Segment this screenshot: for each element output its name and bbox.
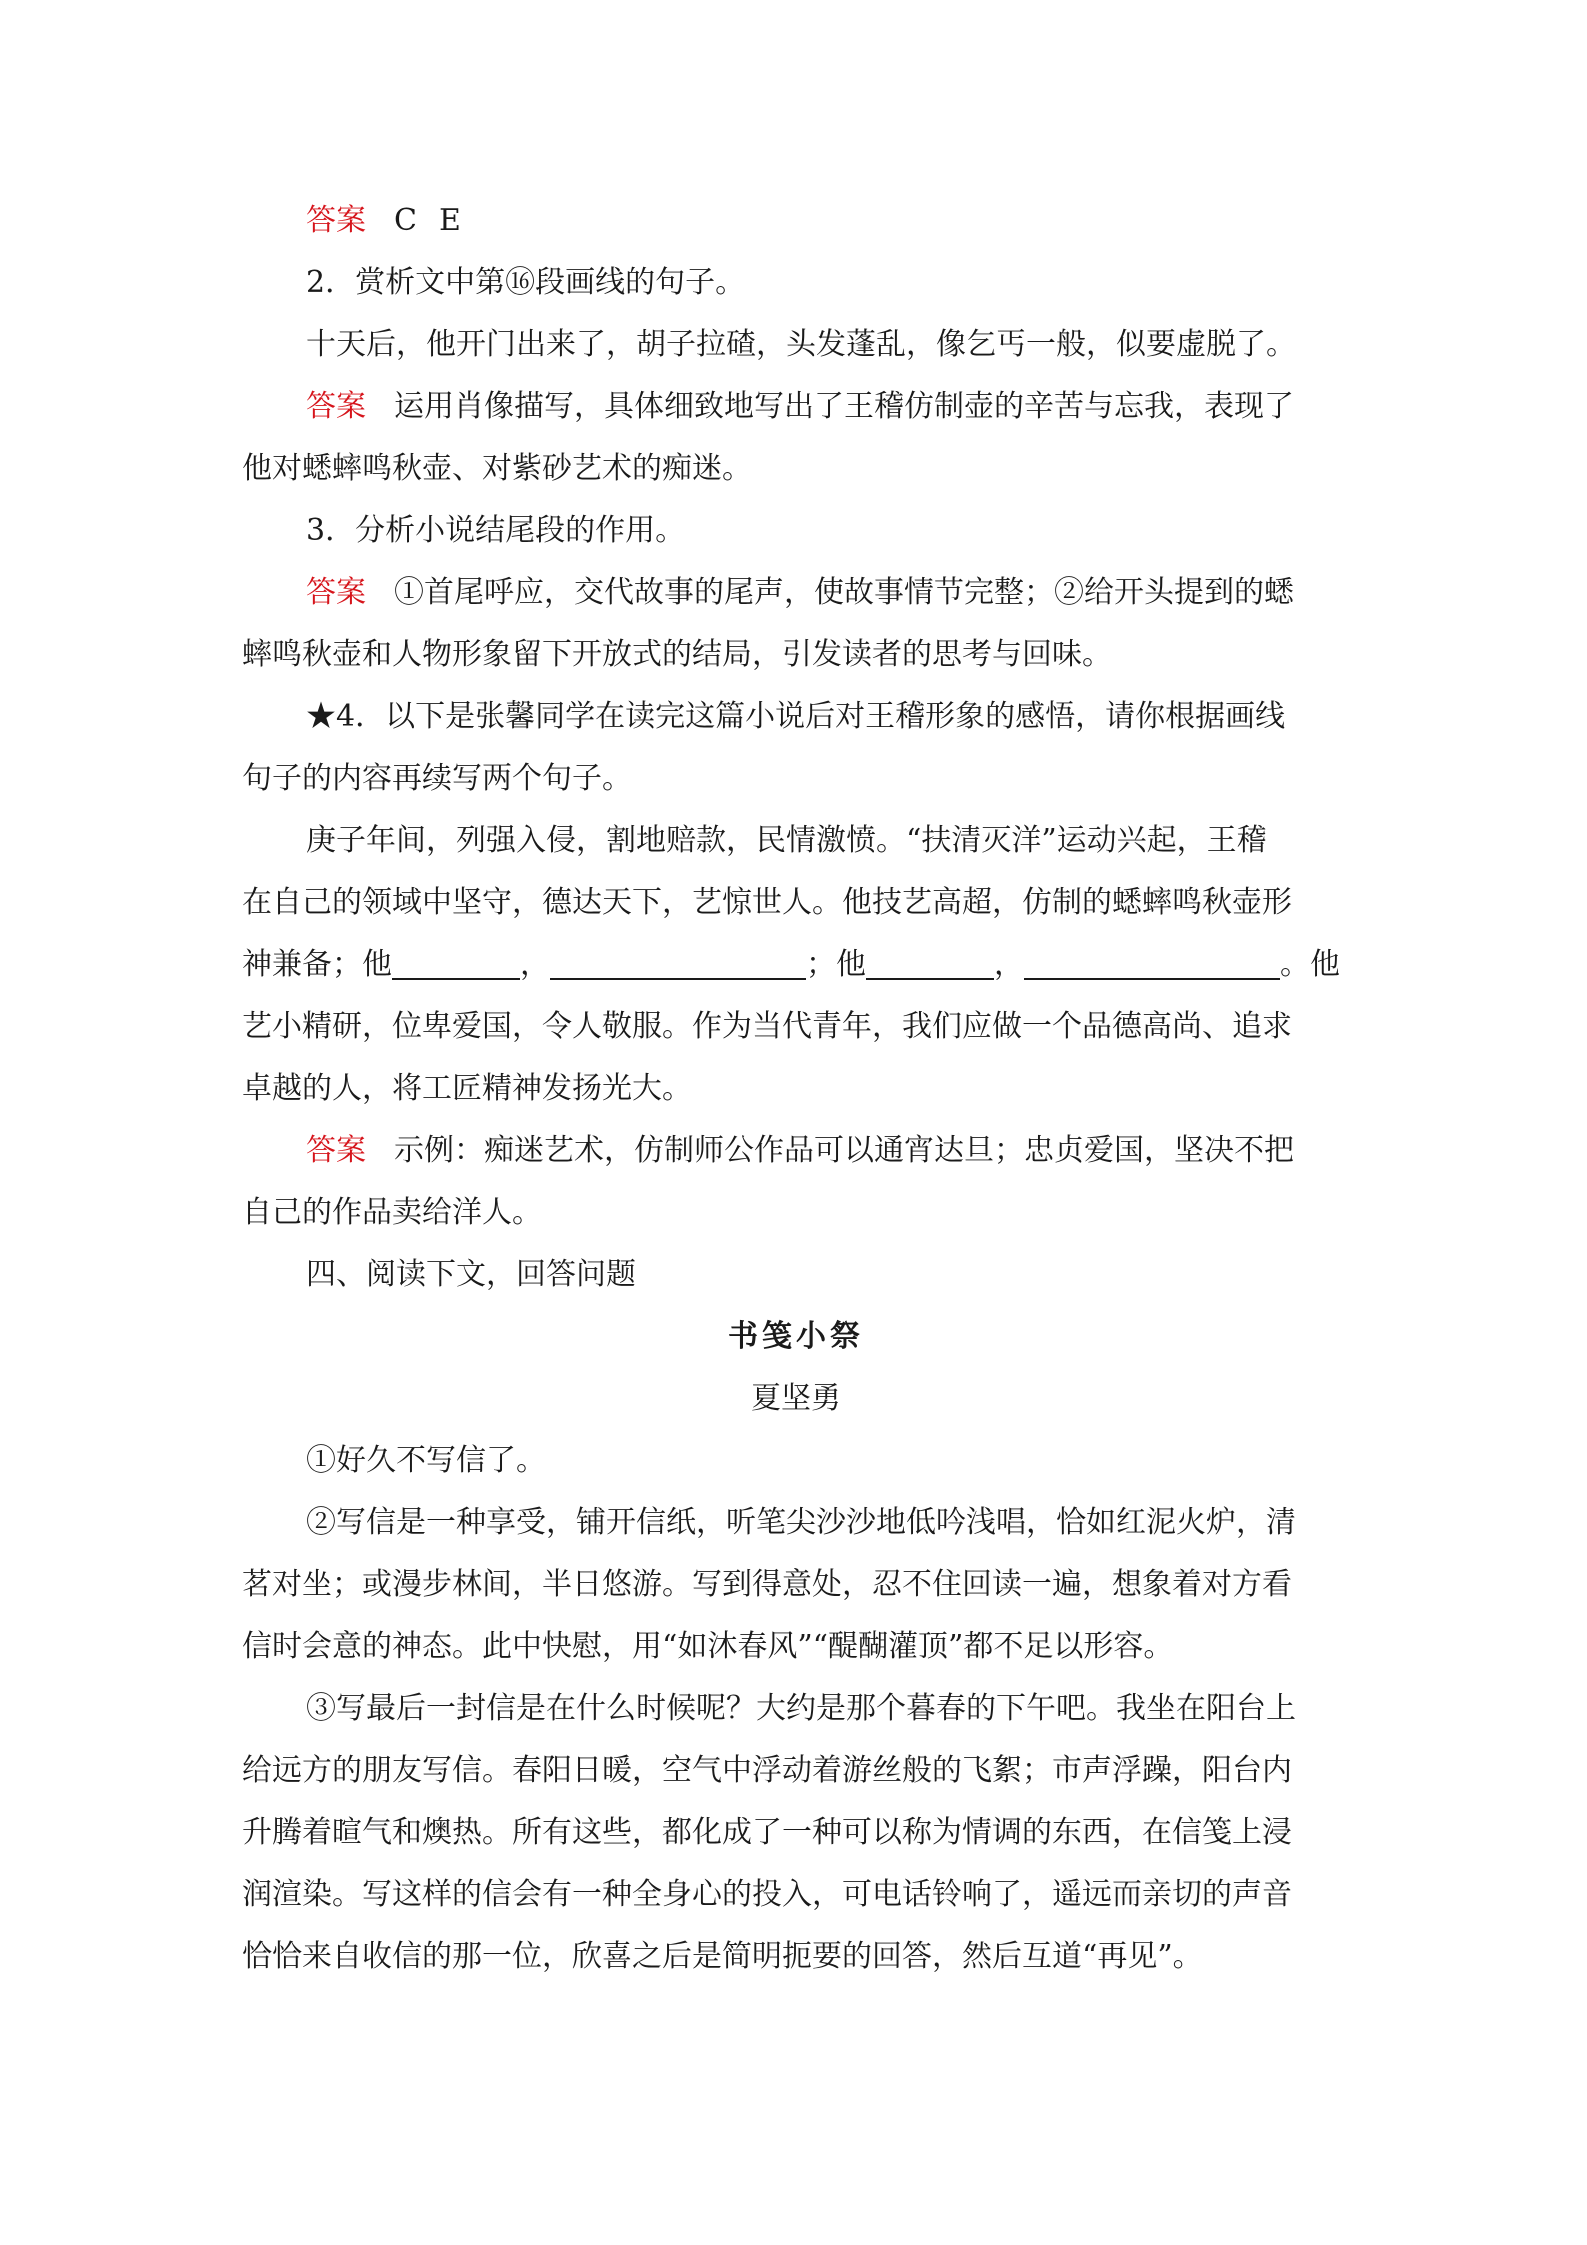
answer-label: 答案 (306, 203, 366, 238)
answer-3-line: 蟀鸣秋壶和人物形象留下开放式的结局，引发读者的思考与回味。 (242, 637, 1112, 672)
article-title: 书笺小祭 (728, 1319, 864, 1354)
answer-label: 答案 (306, 575, 366, 610)
blank-3[interactable] (866, 948, 994, 980)
section-heading: 四、阅读下文，回答问题 (306, 1257, 636, 1292)
answer-2-line: 答案 运用肖像描写，具体细致地写出了王稽仿制壶的辛苦与忘我，表现了 (306, 389, 1294, 424)
answer-1 (242, 190, 1350, 252)
paragraph-3-line: ③写最后一封信是在什么时候呢？大约是那个暮春的下午吧。我坐在阳台上 (306, 1691, 1296, 1726)
answer-4-line: 自己的作品卖给洋人。 (242, 1195, 542, 1230)
passage-line: 在自己的领域中坚守，德达天下，艺惊世人。他技艺高超，仿制的蟋蟀鸣秋壶形 (242, 885, 1292, 920)
article-author: 夏坚勇 (751, 1381, 841, 1416)
question-4-line: ★4．以下是张馨同学在读完这篇小说后对王稽形象的感悟，请你根据画线 (306, 699, 1286, 734)
answer-option: E (438, 203, 461, 238)
paragraph-2-line: 茗对坐；或漫步林间，半日悠游。写到得意处，忍不住回读一遍，想象着对方看 (242, 1567, 1292, 1602)
paragraph-1: ①好久不写信了。 (306, 1443, 546, 1478)
paragraph-3-line: 升腾着暄气和燠热。所有这些，都化成了一种可以称为情调的东西，在信笺上浸 (242, 1815, 1292, 1850)
passage-line: 卓越的人，将工匠精神发扬光大。 (242, 1071, 692, 1106)
answer-label: 答案 (306, 1133, 366, 1168)
answer-3-line: 答案 ①首尾呼应，交代故事的尾声，使故事情节完整；②给开头提到的蟋 (306, 575, 1294, 610)
document-body (242, 190, 1350, 1988)
blank-4[interactable] (1024, 948, 1280, 980)
answer-2-line: 他对蟋蟀鸣秋壶、对紫砂艺术的痴迷。 (242, 451, 752, 486)
question-2: 2．赏析文中第⑯段画线的句子。 (306, 265, 746, 300)
paragraph-3-line: 恰恰来自收信的那一位，欣喜之后是简明扼要的回答，然后互道“再见”。 (242, 1939, 1203, 1974)
question-3: 3．分析小说结尾段的作用。 (306, 513, 686, 548)
blank-2[interactable] (550, 948, 806, 980)
paragraph-2-line: 信时会意的神态。此中快慰，用“如沐春风”“醍醐灌顶”都不足以形容。 (242, 1629, 1174, 1664)
blank-1[interactable] (392, 948, 520, 980)
fill-blank-line: 神兼备；他 ， ；他 ， 。他 (242, 947, 1340, 982)
quoted-sentence: 十天后，他开门出来了，胡子拉碴，头发蓬乱，像乞丐一般，似要虚脱了。 (306, 327, 1296, 362)
passage-line: 庚子年间，列强入侵，割地赔款，民情激愤。“扶清灭洋”运动兴起，王稽 (306, 823, 1267, 858)
paragraph-2-line: ②写信是一种享受，铺开信纸，听笔尖沙沙地低吟浅唱，恰如红泥火炉，清 (306, 1505, 1296, 1540)
question-4-line: 句子的内容再续写两个句子。 (242, 761, 632, 796)
answer-4-line: 答案 示例：痴迷艺术，仿制师公作品可以通宵达旦；忠贞爱国，坚决不把 (306, 1133, 1294, 1168)
passage-line: 艺小精研，位卑爱国，令人敬服。作为当代青年，我们应做一个品德高尚、追求 (242, 1009, 1292, 1044)
answer-option: C (394, 203, 417, 238)
paragraph-3-line: 给远方的朋友写信。春阳日暖，空气中浮动着游丝般的飞絮；市声浮躁，阳台内 (242, 1753, 1292, 1788)
answer-label: 答案 (306, 389, 366, 424)
paragraph-3-line: 润渲染。写这样的信会有一种全身心的投入，可电话铃响了，遥远而亲切的声音 (242, 1877, 1292, 1912)
